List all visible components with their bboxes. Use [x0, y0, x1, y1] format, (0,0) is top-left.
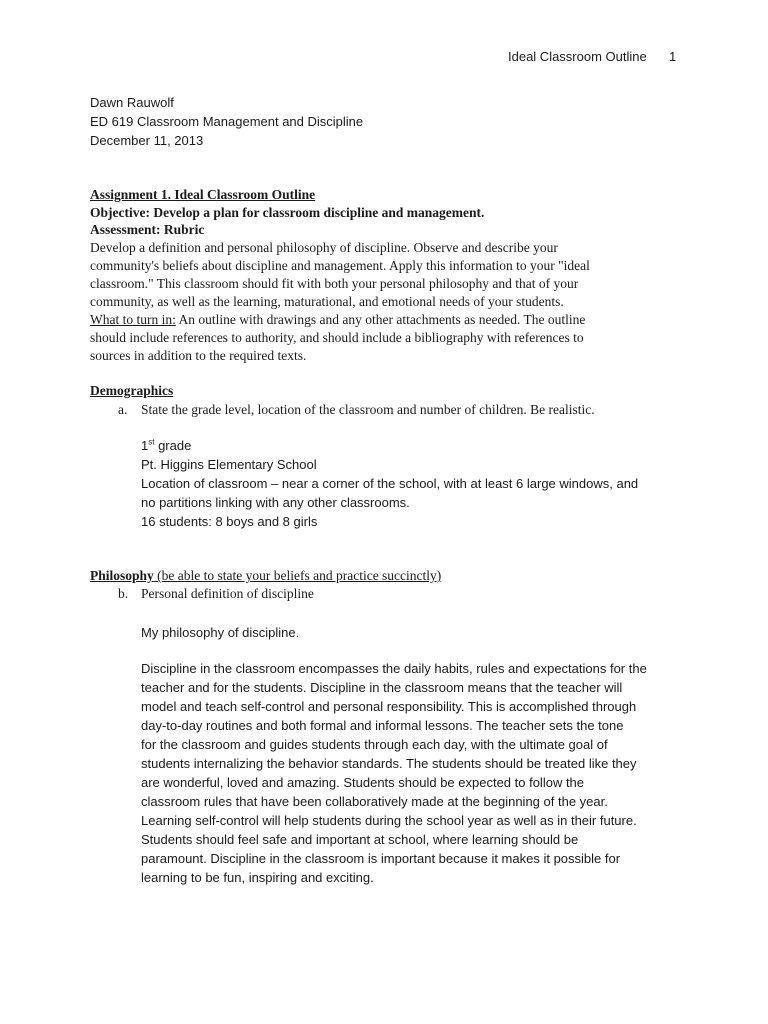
philosophy-subheading: My philosophy of discipline.: [141, 625, 300, 640]
grade-level: [141, 437, 191, 455]
turn-in-continuation: sources in addition to the required texts.: [90, 348, 307, 363]
assignment-objective: Objective: Develop a plan for classroom discipline and management.: [90, 205, 485, 220]
demographics-item-text: State the grade level, location of the classroom and number of children. Be realistic.: [141, 402, 595, 417]
classroom-location: Location of classroom – near a corner of the school, with at least 6 large windows, and: [141, 476, 639, 491]
school-name: Pt. Higgins Elementary School: [141, 457, 317, 472]
turn-in-text: An outline with drawings and any other attachments as needed. The outline: [175, 312, 586, 327]
grade-number: 1: [141, 438, 149, 453]
turn-in-line: [90, 311, 585, 329]
author-name: Dawn Rauwolf: [90, 95, 174, 110]
philosophy-paragraph-line: Learning self-control will help students during the school year as well as in their future.: [141, 813, 637, 828]
list-marker: a.: [118, 402, 128, 417]
philosophy-heading: Philosophy: [90, 568, 154, 583]
philosophy-paragraph-line: Discipline in the classroom encompasses the daily habits, rules and expectations for the: [141, 661, 647, 676]
demographics-heading: Demographics: [90, 383, 174, 398]
running-header-title: Ideal Classroom Outline: [508, 49, 647, 64]
list-marker: b.: [118, 586, 129, 601]
philosophy-paragraph-line: day-to-day routines and both formal and informal lessons. The teacher sets the tone: [141, 718, 624, 733]
philosophy-paragraph-line: for the classroom and guides students through each day, with the ultimate goal of: [141, 737, 608, 752]
turn-in-label: What to turn in:: [90, 312, 176, 327]
assignment-assessment: Assessment: Rubric: [90, 222, 205, 237]
assignment-description-line: community's beliefs about discipline and management. Apply this information to your "ideal: [90, 258, 590, 273]
turn-in-continuation: should include references to authority, and should include a bibliography with references to: [90, 330, 584, 345]
philosophy-paragraph-line: model and teach self-control and personal responsibility. This is accomplished through: [141, 699, 637, 714]
philosophy-paragraph-line: classroom rules that have been collaboratively made at the beginning of the year.: [141, 794, 608, 809]
philosophy-heading-note: (be able to state your beliefs and practice succinctly): [153, 568, 442, 583]
page-number: 1: [669, 49, 677, 64]
philosophy-heading-line: [90, 567, 441, 585]
philosophy-paragraph-line: learning to be fun, inspiring and exciting.: [141, 870, 374, 885]
document-date: December 11, 2013: [90, 133, 204, 148]
course-name: ED 619 Classroom Management and Discipline: [90, 114, 364, 129]
philosophy-paragraph-line: are wonderful, loved and amazing. Students should be expected to follow the: [141, 775, 585, 790]
assignment-description-line: community, as well as the learning, maturational, and emotional needs of your students.: [90, 294, 564, 309]
philosophy-paragraph-line: Students should feel safe and important at school, where learning should be: [141, 832, 579, 847]
philosophy-paragraph-line: paramount. Discipline in the classroom is important because it makes it possible for: [141, 851, 621, 866]
student-count: 16 students: 8 boys and 8 girls: [141, 514, 318, 529]
philosophy-paragraph-line: students internalizing the behavior standards. The students should be treated like they: [141, 756, 637, 771]
classroom-location-cont: no partitions linking with any other classrooms.: [141, 495, 410, 510]
philosophy-paragraph-line: teacher and for the students. Discipline in the classroom means that the teacher will: [141, 680, 623, 695]
assignment-description-line: classroom." This classroom should fit with both your personal philosophy and that of your: [90, 276, 579, 291]
assignment-description-line: Develop a definition and personal philosophy of discipline. Observe and describe your: [90, 240, 558, 255]
philosophy-item-text: Personal definition of discipline: [141, 586, 314, 601]
grade-ordinal: st: [148, 437, 155, 447]
assignment-title: Assignment 1. Ideal Classroom Outline: [90, 187, 316, 202]
grade-word: grade: [154, 438, 192, 453]
